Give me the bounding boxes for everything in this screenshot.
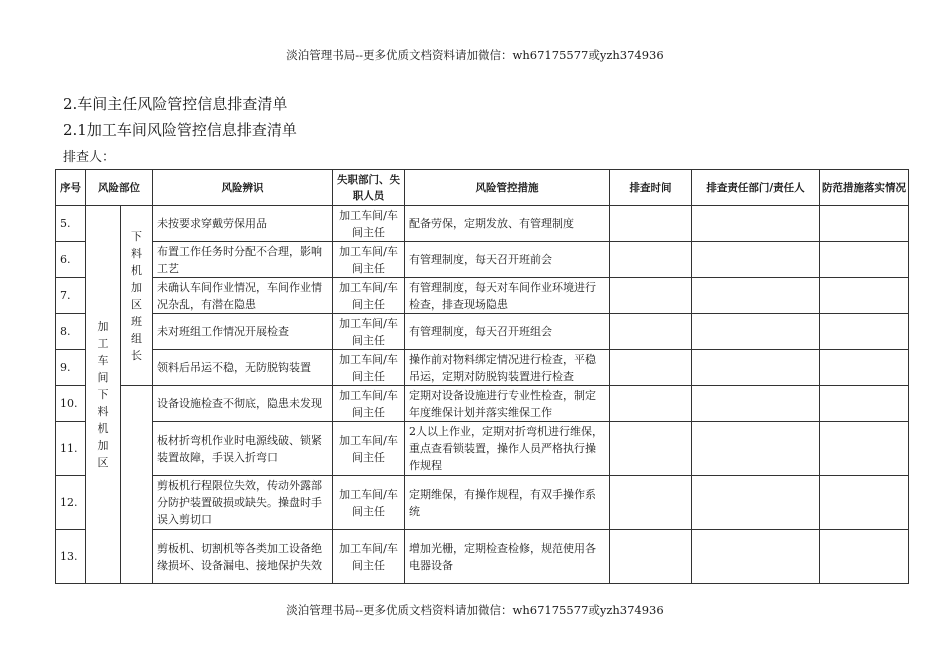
dept-cell: 加工车间/车间主任 <box>333 386 405 422</box>
location-sub-char: 料 <box>131 246 142 260</box>
time-cell <box>610 530 692 584</box>
table-row <box>56 422 909 476</box>
dept-cell: 加工车间/车间主任 <box>333 530 405 584</box>
header-no: 序号 <box>56 170 86 206</box>
row-no: 5. <box>56 206 86 242</box>
implement-cell <box>820 314 909 350</box>
location-sub-empty <box>121 386 153 584</box>
row-no: 7. <box>56 278 86 314</box>
dept-cell: 加工车间/车间主任 <box>333 350 405 386</box>
implement-cell <box>820 476 909 530</box>
dept-cell: 加工车间/车间主任 <box>333 278 405 314</box>
resp-cell <box>692 350 820 386</box>
location-main-char: 下 <box>97 388 109 401</box>
implement-cell <box>820 386 909 422</box>
location-sub-char: 下 <box>131 229 142 243</box>
table-row <box>56 206 909 242</box>
time-cell <box>610 476 692 530</box>
risk-cell: 布置工作任务时分配不合理，影响工艺 <box>153 242 333 278</box>
table-row <box>56 386 909 422</box>
row-no: 12. <box>56 476 86 530</box>
risk-cell: 板材折弯机作业时电源线破、锁紧装置故障，手误入折弯口 <box>153 422 333 476</box>
time-cell <box>610 242 692 278</box>
dept-cell: 加工车间/车间主任 <box>333 422 405 476</box>
measures-cell: 有管理制度，每天召开班前会 <box>405 242 610 278</box>
header-measures: 风险管控措施 <box>405 170 610 206</box>
page-footer: 淡泊管理书局--更多优质文档资料请加微信：wh67175577或yzh374936 <box>286 603 664 617</box>
risk-check-table <box>55 169 909 584</box>
location-main-char: 间 <box>97 371 109 384</box>
header-location: 风险部位 <box>86 170 153 206</box>
time-cell <box>610 206 692 242</box>
time-cell <box>610 314 692 350</box>
location-sub <box>121 206 153 386</box>
table-row <box>56 350 909 386</box>
measures-cell: 操作前对物料绑定情况进行检查，平稳吊运，定期对防脱钩装置进行检查 <box>405 350 610 386</box>
resp-cell <box>692 278 820 314</box>
time-cell <box>610 350 692 386</box>
risk-cell: 未对班组工作情况开展检查 <box>153 314 333 350</box>
location-sub-char: 机 <box>131 263 142 277</box>
table-row <box>56 314 909 350</box>
measures-cell: 2人以上作业，定期对折弯机进行维保，重点查看锁装置，操作人员严格执行操作规程 <box>405 422 610 476</box>
time-cell <box>610 422 692 476</box>
header-dept: 失职部门、失职人员 <box>333 170 405 206</box>
location-main-char: 料 <box>97 405 109 418</box>
risk-cell: 未确认车间作业情况，车间作业情况杂乱，有潜在隐患 <box>153 278 333 314</box>
location-sub-char: 组 <box>131 331 142 345</box>
risk-cell: 领料后吊运不稳，无防脱钩装置 <box>153 350 333 386</box>
resp-cell <box>692 422 820 476</box>
location-sub-char: 班 <box>131 314 142 328</box>
resp-cell <box>692 476 820 530</box>
checker-label: 排查人： <box>63 150 116 165</box>
implement-cell <box>820 530 909 584</box>
location-sub-char: 加 <box>131 280 142 294</box>
risk-cell: 剪板机行程限位失效，传动外露部分防护装置破损或缺失。操盘时手误入剪切口 <box>153 476 333 530</box>
implement-cell <box>820 422 909 476</box>
location-main <box>86 206 121 584</box>
location-main-char: 车 <box>97 354 109 367</box>
measures-cell: 有管理制度，每天对车间作业环境进行检查，排查现场隐患 <box>405 278 610 314</box>
table-row <box>56 278 909 314</box>
section-title: 2.车间主任风险管控信息排查清单 <box>63 95 288 113</box>
location-main-char: 工 <box>97 337 109 350</box>
subsection-title: 2.1加工车间风险管控信息排查清单 <box>63 121 297 139</box>
measures-cell: 定期对设备设施进行专业性检查，制定年度维保计划并落实维保工作 <box>405 386 610 422</box>
measures-cell: 配备劳保，定期发放、有管理制度 <box>405 206 610 242</box>
location-sub-char: 长 <box>131 348 142 362</box>
location-main-char: 机 <box>97 422 109 435</box>
resp-cell <box>692 530 820 584</box>
dept-cell: 加工车间/车间主任 <box>333 314 405 350</box>
risk-cell: 未按要求穿戴劳保用品 <box>153 206 333 242</box>
row-no: 13. <box>56 530 86 584</box>
dept-cell: 加工车间/车间主任 <box>333 206 405 242</box>
resp-cell <box>692 206 820 242</box>
header-resp: 排查责任部门/责任人 <box>692 170 820 206</box>
header-row <box>56 170 909 206</box>
table-row <box>56 242 909 278</box>
resp-cell <box>692 242 820 278</box>
page-header: 淡泊管理书局--更多优质文档资料请加微信：wh67175577或yzh374936 <box>286 48 664 62</box>
measures-cell: 定期维保，有操作规程，有双手操作系统 <box>405 476 610 530</box>
time-cell <box>610 278 692 314</box>
dept-cell: 加工车间/车间主任 <box>333 476 405 530</box>
location-sub-char: 区 <box>131 297 142 311</box>
header-implement: 防范措施落实情况 <box>820 170 909 206</box>
table-row <box>56 476 909 530</box>
header-risk: 风险辨识 <box>153 170 333 206</box>
implement-cell <box>820 350 909 386</box>
row-no: 8. <box>56 314 86 350</box>
row-no: 6. <box>56 242 86 278</box>
header-time: 排查时间 <box>610 170 692 206</box>
resp-cell <box>692 314 820 350</box>
measures-cell: 有管理制度，每天召开班组会 <box>405 314 610 350</box>
row-no: 10. <box>56 386 86 422</box>
risk-cell: 剪板机、切割机等各类加工设备绝缘损坏、设备漏电、接地保护失效 <box>153 530 333 584</box>
implement-cell <box>820 206 909 242</box>
location-main-char: 区 <box>97 456 109 469</box>
resp-cell <box>692 386 820 422</box>
row-no: 9. <box>56 350 86 386</box>
risk-cell: 设备设施检查不彻底，隐患未发现 <box>153 386 333 422</box>
location-main-char: 加 <box>97 439 109 452</box>
implement-cell <box>820 278 909 314</box>
time-cell <box>610 386 692 422</box>
measures-cell: 增加光栅，定期检查检修，规范使用各电器设备 <box>405 530 610 584</box>
row-no: 11. <box>56 422 86 476</box>
implement-cell <box>820 242 909 278</box>
table-row <box>56 530 909 584</box>
location-main-char: 加 <box>97 320 109 333</box>
dept-cell: 加工车间/车间主任 <box>333 242 405 278</box>
